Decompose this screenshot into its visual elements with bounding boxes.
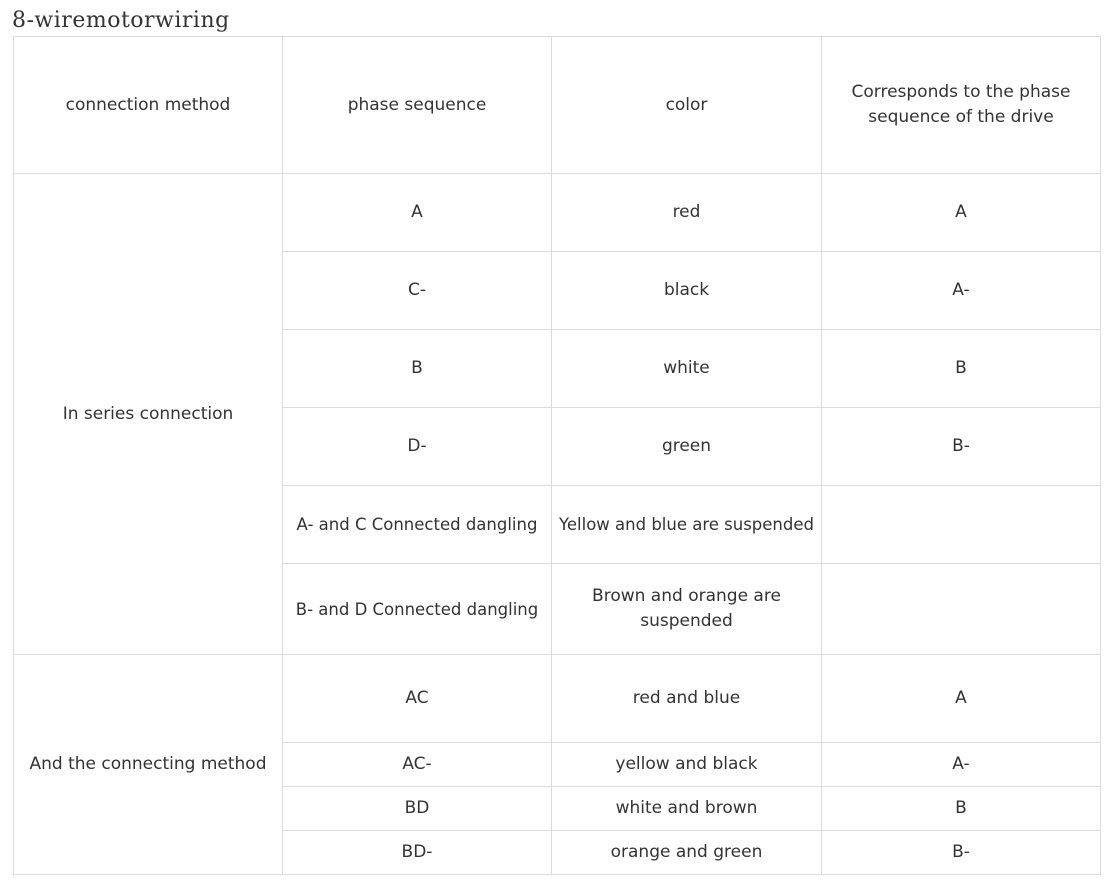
color-cell: orange and green (552, 831, 822, 875)
phase-cell: BD (283, 787, 552, 831)
wiring-table (13, 36, 1101, 875)
drive-cell: B (822, 330, 1101, 408)
color-cell: Yellow and blue are suspended (552, 486, 822, 564)
header-color: color (552, 37, 822, 174)
phase-cell: AC- (283, 743, 552, 787)
phase-cell: C- (283, 252, 552, 330)
color-cell: red (552, 174, 822, 252)
color-cell: green (552, 408, 822, 486)
drive-cell: B- (822, 831, 1101, 875)
phase-cell: AC (283, 655, 552, 743)
drive-cell: A (822, 655, 1101, 743)
color-cell: yellow and black (552, 743, 822, 787)
color-cell: black (552, 252, 822, 330)
header-connection-method: connection method (14, 37, 283, 174)
phase-cell: BD- (283, 831, 552, 875)
color-cell: red and blue (552, 655, 822, 743)
phase-cell: A- and C Connected dangling (283, 486, 552, 564)
drive-cell: A- (822, 743, 1101, 787)
color-cell: Brown and orange are suspended (552, 564, 822, 655)
phase-cell: B (283, 330, 552, 408)
series-connection-label: In series connection (14, 174, 283, 655)
color-cell: white and brown (552, 787, 822, 831)
header-drive-phase: Corresponds to the phase sequence of the drive (822, 37, 1101, 174)
table-row (14, 174, 1101, 252)
color-cell: white (552, 330, 822, 408)
phase-cell: B- and D Connected dangling (283, 564, 552, 655)
page-title: 8-wiremotorwiring (12, 8, 230, 33)
drive-cell: A- (822, 252, 1101, 330)
table-row (14, 655, 1101, 743)
phase-cell: D- (283, 408, 552, 486)
drive-cell: A (822, 174, 1101, 252)
drive-cell (822, 564, 1101, 655)
drive-cell: B- (822, 408, 1101, 486)
drive-cell: B (822, 787, 1101, 831)
header-row (14, 37, 1101, 174)
phase-cell: A (283, 174, 552, 252)
header-phase-sequence: phase sequence (283, 37, 552, 174)
parallel-connection-label: And the connecting method (14, 655, 283, 875)
drive-cell (822, 486, 1101, 564)
